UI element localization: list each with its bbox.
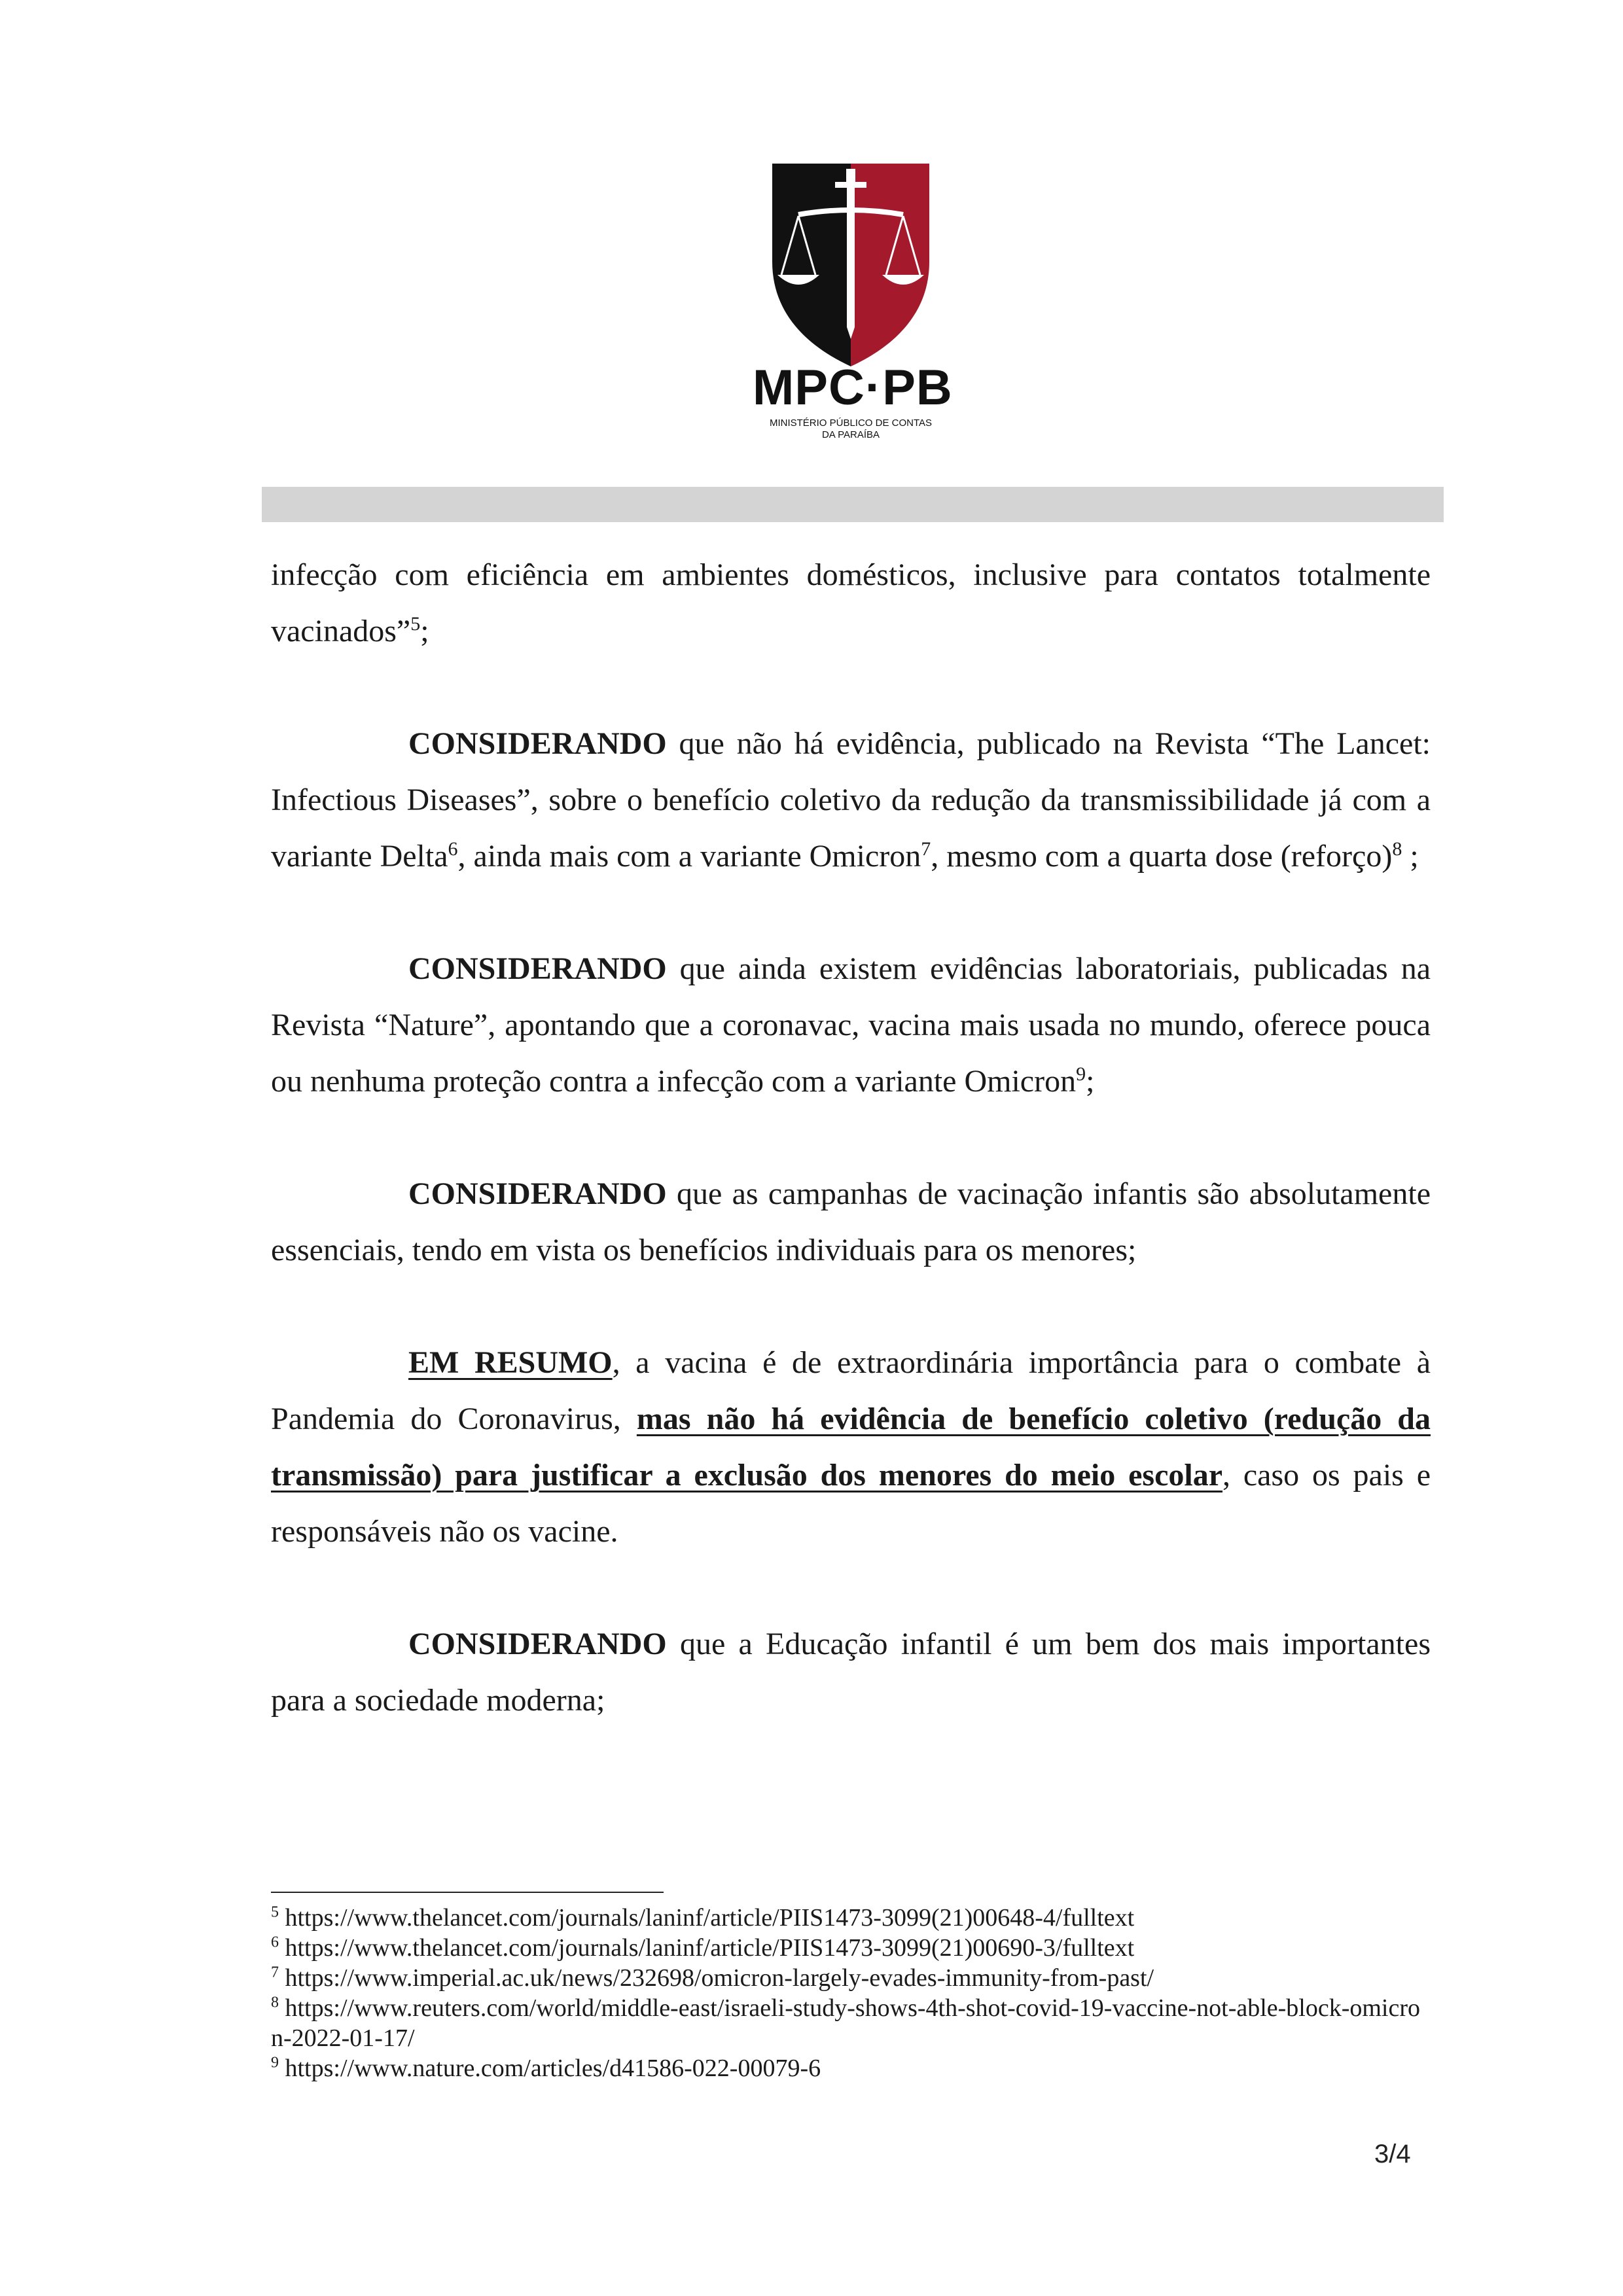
logo-full-name bbox=[753, 417, 949, 441]
paragraph-text: que não há evidência, publicado na Revista “The Lancet: Infectious Diseases”, sobre o benefício coletivo da redução da transmissibilidade já com a variante Delta bbox=[271, 726, 1431, 874]
footnote-ref: 6 bbox=[448, 838, 458, 860]
footnote-ref: 7 bbox=[921, 838, 931, 860]
paragraph-text: , ainda mais com a variante Omicron bbox=[457, 839, 921, 874]
mpc-pb-logo-shield bbox=[772, 164, 929, 366]
footnote-link[interactable]: https://www.thelancet.com/journals/laninf/article/PIIS1473-3099(21)00690-3/fulltext bbox=[285, 1934, 1135, 1962]
paragraph-lead: CONSIDERANDO bbox=[408, 1176, 667, 1211]
footnote-item bbox=[271, 1993, 1431, 2053]
paragraph-lead: CONSIDERANDO bbox=[408, 726, 667, 761]
header-divider-bar bbox=[262, 487, 1444, 522]
footnote-link[interactable]: https://www.thelancet.com/journals/laninf/article/PIIS1473-3099(21)00648-4/fulltext bbox=[285, 1904, 1135, 1932]
footnote-number: 8 bbox=[271, 1994, 279, 2011]
footnote-number: 7 bbox=[271, 1964, 279, 1981]
paragraph-text: infecção com eficiência em ambientes domésticos, inclusive para contatos totalmente vacinados” bbox=[271, 557, 1431, 648]
footnote-item bbox=[271, 2053, 1431, 2083]
paragraph-text: ; bbox=[1402, 839, 1419, 874]
footnotes bbox=[271, 1903, 1431, 2083]
paragraph-em-resumo bbox=[271, 1335, 1431, 1560]
paragraph-considerando-campanhas bbox=[271, 1166, 1431, 1279]
paragraph-text: que a Educação infantil é um bem dos mais importantes para a sociedade moderna; bbox=[271, 1627, 1431, 1718]
footnote-ref: 8 bbox=[1392, 838, 1402, 860]
paragraph-considerando-nature bbox=[271, 941, 1431, 1110]
footnote-ref: 9 bbox=[1076, 1063, 1086, 1085]
footnote-number: 5 bbox=[271, 1903, 279, 1921]
logo-wordmark bbox=[753, 359, 953, 441]
footnote-link[interactable]: https://www.reuters.com/world/middle-east/israeli-study-shows-4th-shot-covid-19-vaccine-not-able-block-omicron-2022-01-17/ bbox=[271, 1994, 1421, 2052]
paragraph-text: , mesmo com a quarta dose (reforço) bbox=[931, 839, 1393, 874]
footnote-separator bbox=[271, 1892, 664, 1893]
paragraph-lead: EM RESUMO bbox=[408, 1345, 613, 1380]
footnote-number: 9 bbox=[271, 2054, 279, 2072]
logo-name-line2: DA PARAÍBA bbox=[821, 429, 880, 440]
footnote-item bbox=[271, 1933, 1431, 1963]
page-number: 3/4 bbox=[1374, 2140, 1411, 2168]
paragraph-text: que ainda existem evidências laboratoriais, publicadas na Revista “Nature”, apontando que a coronavac, vacina mais usada no mundo, oferece pouca ou nenhuma proteção contra a infecção com a variante Omicron bbox=[271, 951, 1431, 1099]
paragraph-emphasis: mas não há evidência de benefício coletivo (redução da transmissão) para justificar a exclusão dos menores do meio escolar bbox=[271, 1402, 1431, 1492]
footnote-item bbox=[271, 1963, 1431, 1993]
paragraph-text: , caso os pais e responsáveis não os vacine. bbox=[271, 1458, 1431, 1549]
paragraph-considerando-educacao bbox=[271, 1616, 1431, 1729]
footnote-ref: 5 bbox=[410, 613, 421, 635]
paragraph-lead: CONSIDERANDO bbox=[408, 951, 667, 986]
paragraph-text: ; bbox=[1086, 1064, 1095, 1099]
logo-abbreviation: MPC·PB bbox=[753, 360, 953, 415]
logo-name-line1: MINISTÉRIO PÚBLICO DE CONTAS bbox=[769, 417, 933, 429]
footnote-number: 6 bbox=[271, 1934, 279, 1951]
paragraph-continuation bbox=[271, 547, 1431, 660]
paragraph-considerando-lancet bbox=[271, 716, 1431, 885]
footnote-item bbox=[271, 1903, 1431, 1933]
paragraph-text: , a vacina é de extraordinária importância para o combate à Pandemia do Coronavirus, bbox=[271, 1345, 1431, 1436]
footnote-link[interactable]: https://www.nature.com/articles/d41586-022-00079-6 bbox=[285, 2055, 821, 2082]
paragraph-lead: CONSIDERANDO bbox=[408, 1627, 667, 1661]
document-body bbox=[271, 547, 1431, 1785]
paragraph-text: que as campanhas de vacinação infantis são absolutamente essenciais, tendo em vista os benefícios individuais para os menores; bbox=[271, 1176, 1431, 1267]
paragraph-text: ; bbox=[420, 614, 429, 648]
footnote-link[interactable]: https://www.imperial.ac.uk/news/232698/omicron-largely-evades-immunity-from-past/ bbox=[285, 1964, 1154, 1992]
